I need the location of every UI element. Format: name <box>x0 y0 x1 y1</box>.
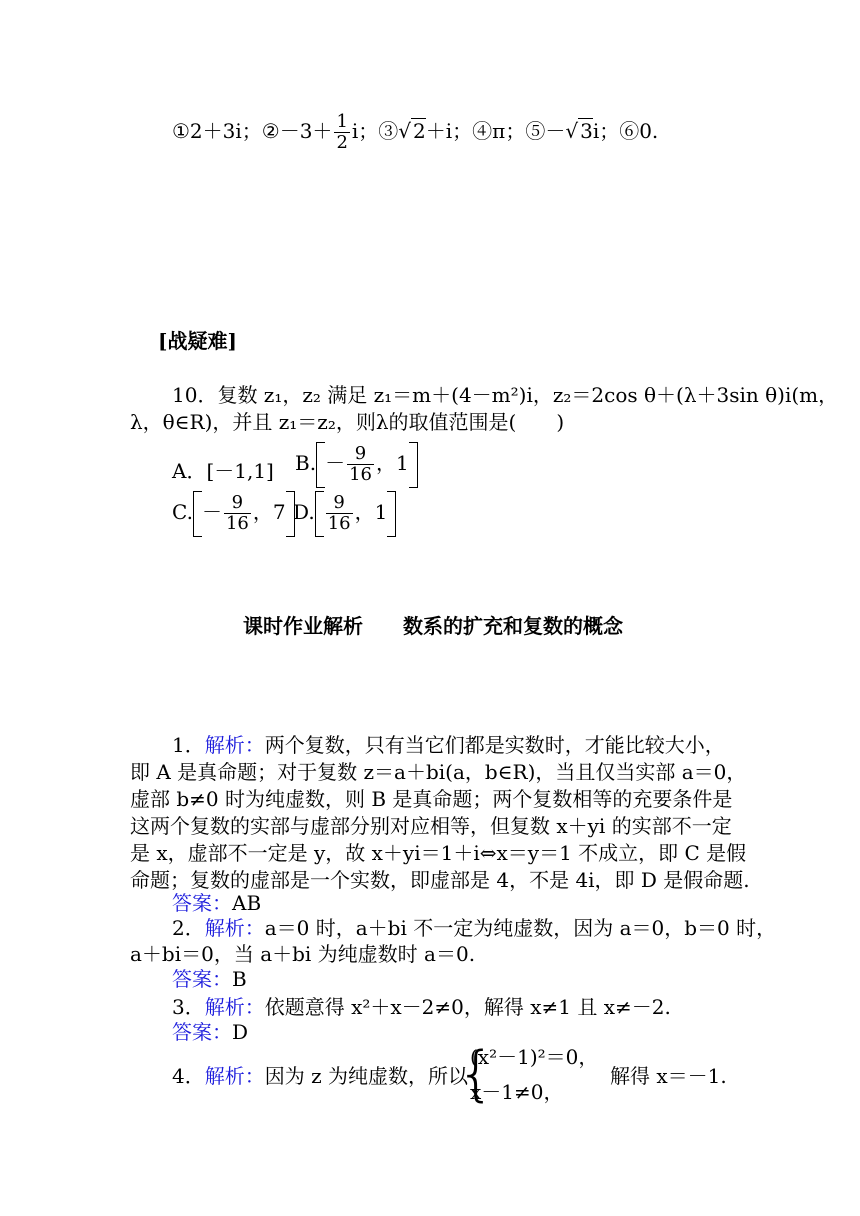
analysis-label: 解析： <box>204 1064 265 1088</box>
sol2-line1 <box>172 914 776 942</box>
answer-label: 答案： <box>172 1020 232 1044</box>
frac-denominator: 2 <box>336 132 348 153</box>
q10-line2: λ，θ∈R)，并且 z₁＝z₂，则λ的取值范围是( ) <box>130 410 565 434</box>
sol1-answer <box>172 889 261 917</box>
analysis-label: 解析： <box>204 995 265 1019</box>
sol-number: 2． <box>172 916 205 940</box>
frac-numerator: 1 <box>336 111 348 132</box>
sol1-line4: 这两个复数的实部与虚部分别对应相等，但复数 x＋yi 的实部不一定 <box>130 814 732 838</box>
sol-text: 两个复数，只有当它们都是实数时，才能比较大小， <box>264 733 725 757</box>
sol-text: 因为 z 为纯虚数，所以 <box>264 1064 468 1088</box>
q9-text: ＋i；④π；⑤－ <box>425 119 566 143</box>
q10-option-a: A．[－1,1] <box>172 459 274 483</box>
fraction <box>347 444 374 485</box>
answer-label: 答案： <box>172 891 232 915</box>
frac-numerator: 9 <box>347 444 374 465</box>
answer-label: 答案： <box>172 967 232 991</box>
q9-text: i；⑥0. <box>592 119 659 143</box>
frac-denominator: 16 <box>327 513 351 534</box>
q10-option-c <box>172 490 295 537</box>
solution-title: 课时作业解析 数系的扩充和复数的概念 <box>243 614 623 638</box>
fraction-one-half <box>334 112 349 153</box>
sol-text: 依题意得 x²＋x－2≠0，解得 x≠1 且 x≠－2. <box>264 995 671 1019</box>
option-label: D. <box>293 500 315 524</box>
left-bracket <box>315 491 324 537</box>
minus-sign: － <box>325 451 346 475</box>
sol1-line1 <box>172 731 725 759</box>
sol4-system-eq2: x－1≠0， <box>470 1080 564 1104</box>
q9-items: ①2＋3i；②－3＋ $\frac{1}{2}$ i；③√ 2＋i；④π；⑤－√ 3i；⑥0. <box>172 111 659 153</box>
sol-text: a＝0 时，a＋bi 不一定为纯虚数，因为 a＝0，b＝0 时， <box>264 916 777 940</box>
answer-value: AB <box>232 891 262 915</box>
sol3-answer <box>172 1018 248 1046</box>
sol-number: 4． <box>172 1064 205 1088</box>
analysis-label: 解析： <box>204 733 265 757</box>
frac-numerator: 9 <box>326 493 353 514</box>
sol-number: 3． <box>172 995 205 1019</box>
interval-rest: ，1 <box>354 500 388 524</box>
frac-numerator: 9 <box>224 493 251 514</box>
sqrt-radicand: 2 <box>413 119 426 143</box>
sol1-line6: 命题；复数的虚部是一个实数，即虚部是 4，不是 4i，即 D 是假命题. <box>130 868 750 892</box>
sol4-system-eq1: (x²－1)²＝0， <box>470 1045 599 1069</box>
q10-option-d <box>293 490 396 537</box>
sol-number: 1． <box>172 733 205 757</box>
sol4-conclusion: 解得 x＝－1. <box>610 1064 727 1088</box>
right-bracket <box>409 442 418 488</box>
fraction <box>326 493 353 534</box>
sol1-line5: 是 x，虚部不一定是 y，故 x＋yi＝1＋i⇔x＝y＝1 不成立，即 C 是假 <box>130 841 747 865</box>
sol2-line2: a＋bi＝0，当 a＋bi 为纯虚数时 a＝0. <box>130 942 476 966</box>
sqrt-radicand: 3 <box>580 119 593 143</box>
left-bracket <box>316 442 325 488</box>
section-heading-hard: [战疑难] <box>158 329 237 353</box>
sol2-answer <box>172 965 247 993</box>
analysis-label: 解析： <box>204 916 265 940</box>
fraction <box>224 493 251 534</box>
sol4-line1 <box>172 1062 468 1090</box>
answer-value: B <box>232 967 247 991</box>
answer-value: D <box>232 1020 249 1044</box>
option-label: C. <box>172 500 193 524</box>
q9-text: i；③ <box>351 119 399 143</box>
interval-rest: ，7 <box>252 500 286 524</box>
sol1-line2: 即 A 是真命题；对于复数 z＝a＋bi(a，b∈R)，当且仅当实部 a＝0， <box>130 760 747 784</box>
right-bracket <box>387 491 396 537</box>
minus-sign: － <box>201 500 222 524</box>
sol1-line3: 虚部 b≠0 时为纯虚数，则 B 是真命题；两个复数相等的充要条件是 <box>130 787 733 811</box>
frac-denominator: 16 <box>225 513 249 534</box>
q10-option-b <box>295 441 418 488</box>
sol3-line1 <box>172 993 671 1021</box>
interval-rest: ，1 <box>375 451 409 475</box>
option-label: B. <box>295 451 317 475</box>
frac-denominator: 16 <box>349 464 372 485</box>
q10-line1: 10．复数 z₁，z₂ 满足 z₁＝m＋(4－m²)i，z₂＝2cos θ＋(λ＋3sin θ)i(m， <box>172 383 839 407</box>
system-brace: { <box>457 1039 496 1109</box>
left-bracket <box>193 491 202 537</box>
q9-text: ①2＋3i；②－3＋ <box>172 119 333 143</box>
